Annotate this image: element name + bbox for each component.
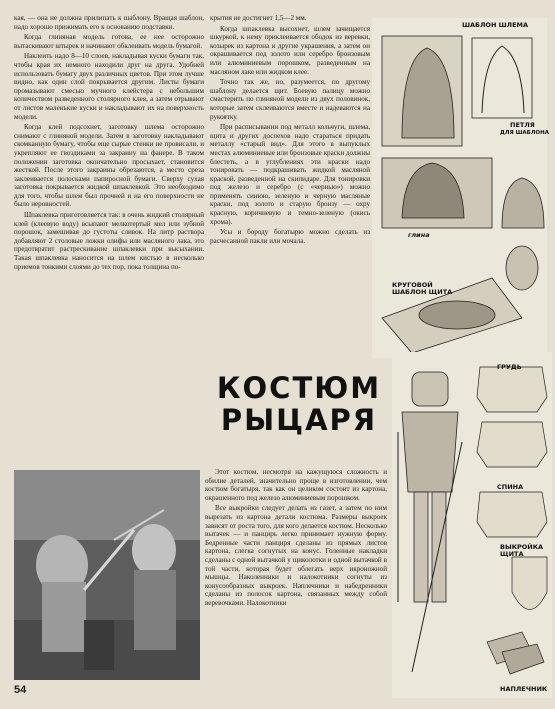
paragraph: Шпаклевка приготовляется так: в очень жидкий столярный клей (клеевую воду) всыпают мелкотертый мел или зубной порошок, замешивая до густоты сливок. На литр раствора добавляют 2 столовые ложки олифы или масляного лака, это предотвратит растрескивание шпаклевки при высыхании. Такая шпаклевка наносится на шлем кистью в несколько приемов тонкими слоями до тех пор, пока толщина по- [14,211,204,271]
knight-costume-drawing [392,352,552,698]
text-column-1 [14,14,204,464]
label-round-template: КРУГОВОЙ ШАБЛОН ЩИТА [392,281,453,296]
label-shoulder: НАПЛЕЧНИК [500,685,548,693]
paragraph: Когда шпаклевка высохнет, шлем зачищается шкуркой, к нему приклеивается ободок из веревки, козырек из картона и другие украшения, а затем он окрашивается под золото или серебро бронзовым или алюминиевым порошком, разведенным на масляном лаке или жидком клее. [210,24,370,76]
page-number: 54 [14,684,27,696]
label-back: СПИНА [497,483,524,491]
paragraph: Этот костюм, несмотря на кажущуюся сложность и обилие деталей, значительно проще в изготовлении, чем костюм богатыря, так как он целиком состоит из картона, окрашенного под железо алюминиевым порошком. [205,468,387,502]
text-column-3 [205,468,387,694]
helmet-shield-drawings [372,18,547,358]
paragraph: кая, — она не должна прилипать к шаблону. Вращая шаблон, надо хорошо прижимать его к основанию подставки. [14,14,204,31]
children-in-costumes-photo [14,470,200,680]
paragraph: крытия не достигнет 1,5—2 мм. [210,14,307,22]
title-line-1: КОСТЮМ [216,371,382,405]
paragraph: Когда клей подсохнет, заготовку шлема осторожно снимают с глиняной модели. Затем в заготовку накладывают скомканную бумагу, чтобы еще сырые стенки не провисали, и укрепляют ее гвоздиками за закраину на фанере. В таком положении заготовка окончательно просыхает, становится жесткой. После этого закраины обрезаются, а место среза заклеивается полосками папиросной бумаги. Сверху сухая заготовка покрывается жидкой шпаклевкой. Это необходимо для того, чтобы шлем был прочней и на его поверхности не было неровностей. [14,123,204,209]
paragraph: При расписывании под металл кольчуги, шлема, щита и других доспехов надо стараться придать металлу «старый вид». Для этого в выпуклых местах алюминиевые или бронзовые краски должны блестеть, а в углублениях эти краски надо тонировать — подкрашивать жидкой масляной краской, разведенной на скипидаре. Для тонировки под железо и серебро (с «чернью») можно применять синюю, зеленую и черную масляные краски, под золото и старую бронзу — охру красную, коричневую и темно-зеленую (окись хрома). [210,123,370,226]
label-loop: ПЕТЛЯ [510,121,535,129]
title-line-2: РЫЦАРЯ [220,403,378,437]
label-clay: глина [408,231,430,239]
paragraph: Усы и бороду богатырю можно сделать из расчесанной пакли или мочала. [210,228,370,245]
paragraph: Все выкройки следует делать из газет, а затем по ним вырезать из картона детали костюма. Размеры выкроек зависят от роста того, для кого делается костюм. Несколько вытачек — и панцирь легко принимает нужную форму. Бедренные части панциря сделаны из прямых листов картона, слегка согнутых на конус. Голенные накладки сделаны с одной вытачкой у щиколотки и одной вытачкой в той части, которая будет облегать верх икроножной мышцы. Наколенники и налокотники согнуты из конусообразных выкроек. Наплечники и набедренники сделаны из полосок картона, связанных между собой веревочками. Налокотники [205,504,387,607]
label-chest: ГРУДЬ [497,363,522,371]
article-title [208,372,390,436]
paragraph: Наклеить надо 8—10 слоев, накладывая куски бумаги так, чтобы края их немного находили друг на друга. Удобней использовать бумагу двух различных цветов. При этом лучше видно, как один слой покрывается другим. Листы бумаги промазывают смесью мучного клейстера с небольшим количеством разведенного столярного клея, а затем отрывают от листов маленькие куски и накладывают их на поверхность модели. [14,52,204,121]
label-helmet-template: ШАБЛОН ШЛЕМА [462,21,529,29]
paragraph: Когда глиняная модель готова, ее нее осторожно вытаскивают штырек и начинают обклеивать модель бумагой. [14,33,204,50]
photo-illustration [14,470,200,680]
label-for-template: ДЛЯ ШАБЛОНА [500,130,549,136]
paragraph: Точно так же, но, разумеется, по другому шаблону делается щит. Боевую палицу можно смастерить по глиняной модели из двух половинок, которые затем склеиваются вместе и надеваются на рукоятку. [210,78,370,121]
text-column-2 [210,14,370,354]
label-shield-pattern: ВЫКРОЙКА ЩИТА [500,543,544,558]
